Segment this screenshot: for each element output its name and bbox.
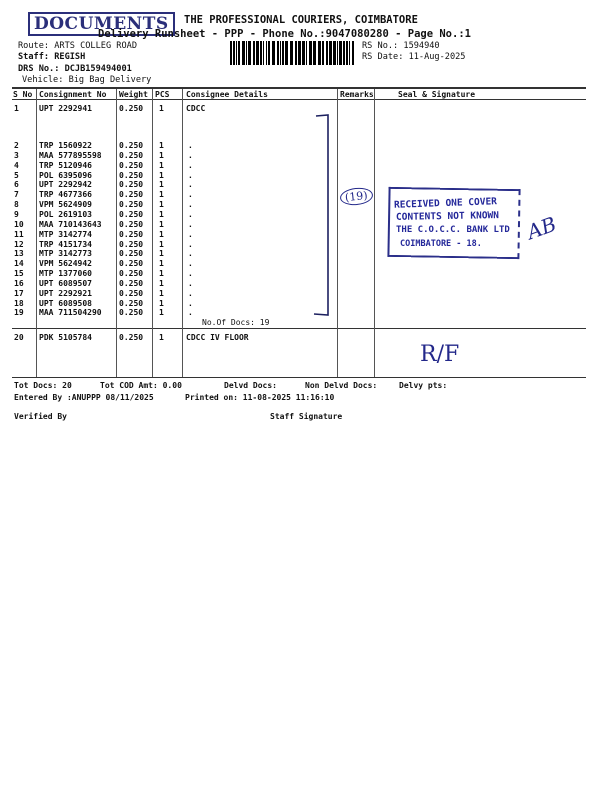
row-pcs: 1: [159, 141, 164, 150]
row-consignment: POL 6395096: [39, 170, 92, 180]
row-consignment: TRP 1560922: [39, 141, 92, 150]
row-details: .: [188, 170, 193, 180]
row-sno: 9: [14, 209, 19, 219]
entered-by: Entered By :ANUPPP 08/11/2025: [14, 393, 154, 402]
col-divider: [374, 89, 375, 377]
header-pcs: PCS: [155, 90, 170, 99]
row-sno: 5: [14, 170, 19, 180]
header-consignment: Consignment No: [39, 90, 107, 99]
row-weight: 0.250: [119, 209, 144, 219]
handwritten-initials: AB: [523, 211, 560, 245]
row-sno: 19: [14, 308, 24, 318]
header-seal: Seal & Signature: [398, 90, 476, 99]
vehicle-label: Vehicle: Big Bag Delivery: [22, 75, 152, 85]
row-details: .: [188, 141, 193, 150]
row-details: .: [188, 209, 193, 219]
runsheet-subtitle: Delivery Runsheet - PPP - Phone No.:9047080280 - Page No.:1: [98, 28, 471, 40]
row-sno: 11: [14, 229, 24, 239]
row-weight: 0.250: [119, 298, 144, 308]
row-consignment: UPT 6089507: [39, 278, 92, 288]
rs-date: RS Date: 11-Aug-2025: [362, 52, 466, 62]
row-weight: 0.250: [119, 249, 144, 259]
header-remarks: Remarks: [340, 90, 374, 99]
row-consignment: MTP 3142773: [39, 249, 92, 259]
row-weight: 0.250: [119, 229, 144, 239]
no-of-docs: No.Of Docs: 19: [202, 318, 270, 327]
row-weight: 0.250: [119, 308, 144, 318]
row-pcs: 1: [159, 288, 164, 298]
row-pcs: 1: [159, 308, 164, 318]
row-details: .: [188, 269, 193, 279]
row-pcs: 1: [159, 269, 164, 279]
row-weight: 0.250: [119, 259, 144, 269]
row-sno: 6: [14, 180, 19, 190]
row-weight: 0.250: [119, 239, 144, 249]
row-consignment: VPM 5624942: [39, 259, 92, 269]
verified-by: Verified By: [14, 412, 67, 421]
row-sno: 1: [14, 104, 19, 113]
row-sno: 17: [14, 288, 24, 298]
row-consignment: UPT 2292942: [39, 180, 92, 190]
row-sno: 14: [14, 259, 24, 269]
row20-top-rule: [12, 328, 586, 329]
row-pcs: 1: [159, 239, 164, 249]
row-consignment: MTP 3142774: [39, 229, 92, 239]
table-header-rule: [12, 99, 586, 100]
row-sno: 2: [14, 141, 19, 150]
row-consignment: VPM 5624909: [39, 200, 92, 210]
row-consignment: UPT 2292941: [39, 104, 92, 113]
col-divider: [116, 89, 117, 377]
row-details: .: [188, 180, 193, 190]
row-details: .: [188, 298, 193, 308]
row-pcs: 1: [159, 298, 164, 308]
handwritten-rf: R/F: [420, 342, 460, 367]
row-details: .: [188, 308, 193, 318]
row-sno: 7: [14, 190, 19, 200]
drs-number: DRS No.: DCJB159494001: [18, 64, 132, 74]
row-weight: 0.250: [119, 160, 144, 170]
row-pcs: 1: [159, 333, 164, 342]
row-details: .: [188, 239, 193, 249]
total-docs: Tot Docs: 20: [14, 381, 72, 390]
table-bottom-rule: [12, 377, 586, 378]
row-details: .: [188, 288, 193, 298]
company-title: THE PROFESSIONAL COURIERS, COIMBATORE: [184, 14, 418, 26]
row-consignment: UPT 6089508: [39, 298, 92, 308]
handwritten-bracket: [310, 110, 340, 320]
delivered-docs: Delvd Docs:: [224, 381, 277, 390]
row-pcs: 1: [159, 278, 164, 288]
row-weight: 0.250: [119, 269, 144, 279]
documents-stamp: DOCUMENTS: [28, 12, 175, 36]
row-consignment: MAA 711504290: [39, 308, 102, 318]
row-sno: 12: [14, 239, 24, 249]
col-divider: [152, 89, 153, 377]
header-consignee: Consignee Details: [186, 90, 268, 99]
row-details: .: [188, 219, 193, 229]
printed-on: Printed on: 11-08-2025 11:16:10: [185, 393, 335, 402]
row-sno: 3: [14, 150, 19, 160]
row-details: .: [188, 229, 193, 239]
row-consignment: UPT 2292921: [39, 288, 92, 298]
row-sno: 15: [14, 269, 24, 279]
row-sno: 8: [14, 200, 19, 210]
delivery-points: Delvy pts:: [399, 381, 448, 390]
row-sno: 18: [14, 298, 24, 308]
row-consignment: POL 2619103: [39, 209, 92, 219]
row-pcs: 1: [159, 160, 164, 170]
row-details: .: [188, 190, 193, 200]
row-weight: 0.250: [119, 333, 144, 342]
row-consignment: MAA 710143643: [39, 219, 102, 229]
col-divider: [182, 89, 183, 377]
row-consignment: TRP 4151734: [39, 239, 92, 249]
row-pcs: 1: [159, 200, 164, 210]
row-weight: 0.250: [119, 141, 144, 150]
row-details: CDCC: [186, 104, 206, 113]
barcode: [230, 41, 358, 65]
route-label: Route: ARTS COLLEG ROAD: [18, 41, 137, 51]
row-pcs: 1: [159, 249, 164, 259]
row-consignment: MTP 1377060: [39, 269, 92, 279]
row-pcs: 1: [159, 180, 164, 190]
row-consignment: PDK 5105784: [39, 333, 92, 342]
handwritten-count: (19): [339, 186, 373, 206]
seal-line: CONTENTS NOT KNOWN: [395, 210, 500, 223]
row-pcs: 1: [159, 229, 164, 239]
row-weight: 0.250: [119, 150, 144, 160]
seal-line: THE C.O.C.C. BANK LTD: [396, 225, 510, 235]
header-sno: S No: [13, 90, 33, 99]
row-consignment: TRP 5120946: [39, 160, 92, 170]
row-pcs: 1: [159, 150, 164, 160]
row-weight: 0.250: [119, 278, 144, 288]
row-weight: 0.250: [119, 180, 144, 190]
row-sno: 10: [14, 219, 24, 229]
total-cod-amount: Tot COD Amt: 0.00: [100, 381, 182, 390]
row-sno: 16: [14, 278, 24, 288]
row-details: .: [188, 200, 193, 210]
table-top-rule: [12, 87, 586, 89]
row-details: CDCC IV FLOOR: [186, 333, 249, 342]
row-details: .: [188, 160, 193, 170]
row-weight: 0.250: [119, 288, 144, 298]
row-sno: 13: [14, 249, 24, 259]
staff-label: Staff: REGISH: [18, 52, 86, 62]
row-pcs: 1: [159, 259, 164, 269]
seal-line: COIMBATORE - 18.: [400, 239, 482, 249]
seal-line: RECEIVED ONE COVER: [393, 196, 498, 211]
row-pcs: 1: [159, 104, 164, 113]
col-divider: [36, 89, 37, 377]
row-details: .: [188, 259, 193, 269]
row-pcs: 1: [159, 170, 164, 180]
row-pcs: 1: [159, 219, 164, 229]
header-weight: Weight: [119, 90, 148, 99]
row-consignment: TRP 4677366: [39, 190, 92, 200]
row-details: .: [188, 249, 193, 259]
rs-number: RS No.: 1594940: [362, 41, 440, 51]
row-pcs: 1: [159, 190, 164, 200]
row-sno: 20: [14, 333, 24, 342]
row-weight: 0.250: [119, 190, 144, 200]
row-details: .: [188, 150, 193, 160]
row-weight: 0.250: [119, 219, 144, 229]
row-consignment: MAA 577895598: [39, 150, 102, 160]
row-weight: 0.250: [119, 200, 144, 210]
staff-signature: Staff Signature: [270, 412, 343, 421]
row-pcs: 1: [159, 209, 164, 219]
row-weight: 0.250: [119, 104, 144, 113]
row-details: .: [188, 278, 193, 288]
row-weight: 0.250: [119, 170, 144, 180]
row-sno: 4: [14, 160, 19, 170]
non-delivered-docs: Non Delvd Docs:: [305, 381, 378, 390]
